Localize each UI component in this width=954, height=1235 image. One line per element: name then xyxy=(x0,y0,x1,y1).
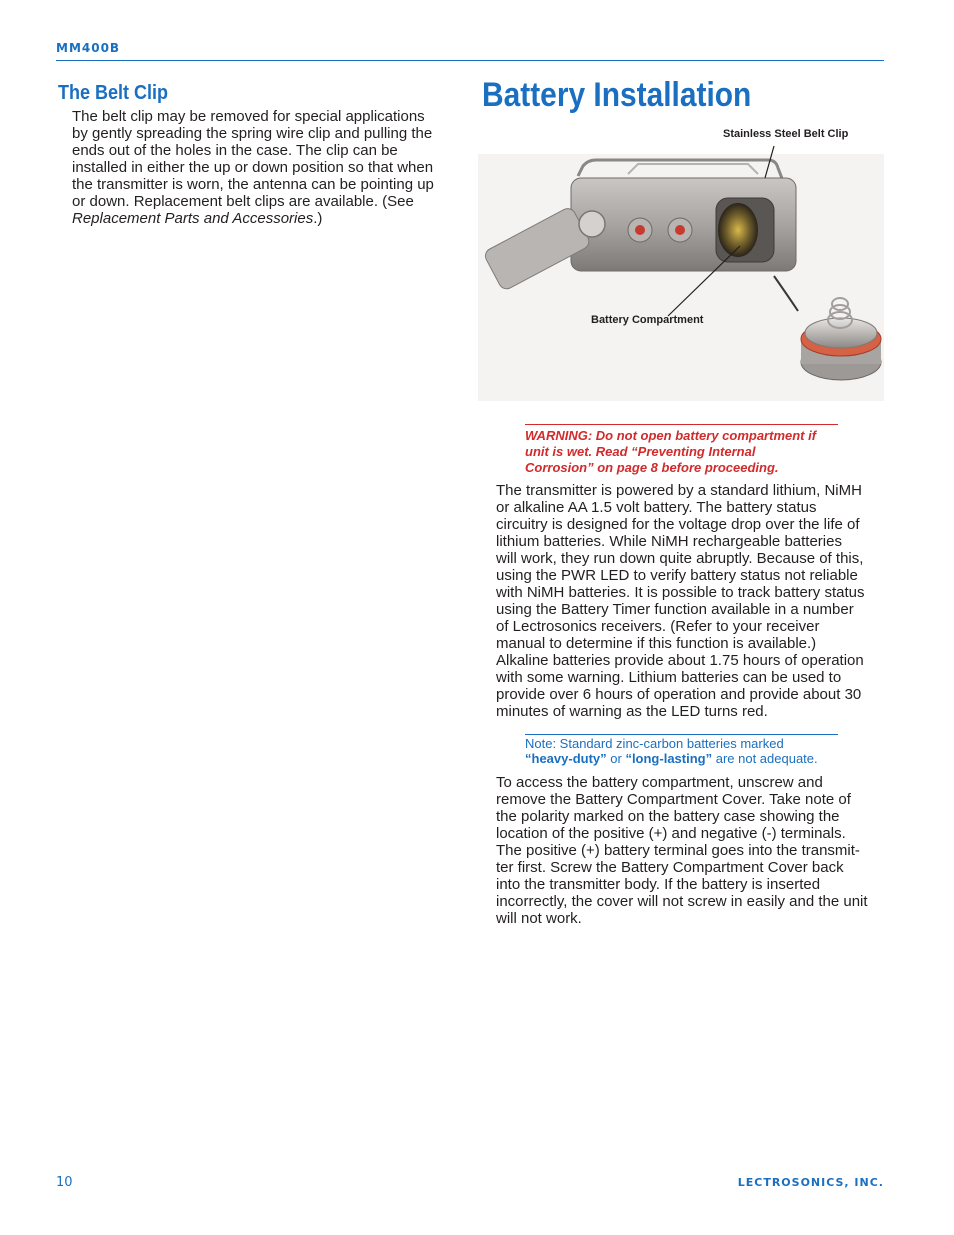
text-line: incorrectly, the cover will not screw in easily and the unit xyxy=(496,893,868,910)
text-line: The belt clip may be removed for special applications xyxy=(72,108,425,125)
text-line: the polarity marked on the battery case showing the xyxy=(496,808,840,825)
text-line: Corrosion” on page 8 before proceeding. xyxy=(525,460,779,475)
text-line: by gently spreading the spring wire clip and pulling the xyxy=(72,125,433,142)
text-line: of Lectrosonics receivers. (Refer to your receiver xyxy=(496,618,820,635)
text-line: with NiMH batteries. It is possible to track battery status xyxy=(496,584,865,601)
text-line xyxy=(72,210,452,227)
text-line: The positive (+) battery terminal goes into the transmit- xyxy=(496,842,860,859)
text-line: will not work. xyxy=(496,910,582,927)
footer-brand: LECTROSONICS, INC. xyxy=(737,1176,884,1189)
text-line: ter first. Screw the Battery Compartment Cover back xyxy=(496,859,844,876)
battery-paragraph xyxy=(496,482,886,720)
note-rule xyxy=(525,734,838,735)
text-line: WARNING: Do not open battery compartment if xyxy=(525,428,817,443)
header-rule xyxy=(56,60,884,61)
text-line: ends out of the holes in the case. The clip can be xyxy=(72,142,398,159)
text-line: provide over 6 hours of operation and provide about 30 xyxy=(496,686,862,703)
text-line: using the PWR LED to verify battery status not reliable xyxy=(496,567,858,584)
text-line: circuitry is designed for the voltage drop over the life of xyxy=(496,516,860,533)
figure-label-belt-clip: Stainless Steel Belt Clip xyxy=(723,128,849,140)
transmitter-illustration xyxy=(478,126,884,401)
transmitter-photo xyxy=(478,126,884,401)
text-line: will work, they run down quite abruptly. Because of this, xyxy=(496,550,864,567)
header-label: MM400B xyxy=(56,41,121,55)
warning-callout xyxy=(525,428,855,476)
text-line: the transmitter is worn, the antenna can be pointing up xyxy=(72,176,434,193)
text-line: location of the positive (+) and negative (-) terminals. xyxy=(496,825,846,842)
text-line: unit is wet. Read “Preventing Internal xyxy=(525,444,756,459)
section-heading-belt-clip: The Belt Clip xyxy=(58,82,169,104)
text-line: remove the Battery Compartment Cover. Take note of xyxy=(496,791,851,808)
note-bold-heavy-duty: “heavy-duty” xyxy=(525,751,607,766)
page-number: 10 xyxy=(56,1175,73,1190)
page-title: Battery Installation xyxy=(482,76,752,114)
text-line: manual to determine if this function is available.) xyxy=(496,635,817,652)
reference-italic: Replacement Parts and Accessories xyxy=(72,210,314,227)
text-line: into the transmitter body. If the battery is inserted xyxy=(496,876,821,893)
note-callout xyxy=(525,736,865,766)
text-line: with some warning. Lithium batteries can be used to xyxy=(496,669,842,686)
text-line: To access the battery compartment, unscrew and xyxy=(496,774,823,791)
text-line: installed in either the up or down position so that when xyxy=(72,159,434,176)
text-line: or alkaline AA 1.5 volt battery. The battery status xyxy=(496,499,817,516)
belt-clip-paragraph xyxy=(72,108,452,227)
access-paragraph xyxy=(496,774,886,927)
text-line xyxy=(525,751,865,766)
text-line: The transmitter is powered by a standard lithium, NiMH xyxy=(496,482,862,499)
figure-label-battery-compartment: Battery Compartment xyxy=(591,314,704,326)
text-line: or down. Replacement belt clips are available. (See xyxy=(72,193,414,210)
note-bold-long-lasting: “long-lasting” xyxy=(625,751,713,766)
note-mid: or xyxy=(606,751,626,766)
text-line: using the Battery Timer function available in a number xyxy=(496,601,854,618)
text-line: minutes of warning as the LED turns red. xyxy=(496,703,768,720)
text-line: Note: Standard zinc-carbon batteries marked xyxy=(525,736,784,751)
warning-rule xyxy=(525,424,838,425)
text-line: Alkaline batteries provide about 1.75 hours of operation xyxy=(496,652,864,669)
text-line: lithium batteries. While NiMH rechargeable batteries xyxy=(496,533,842,550)
reference-end: .) xyxy=(313,210,323,227)
note-end: are not adequate. xyxy=(712,751,818,766)
